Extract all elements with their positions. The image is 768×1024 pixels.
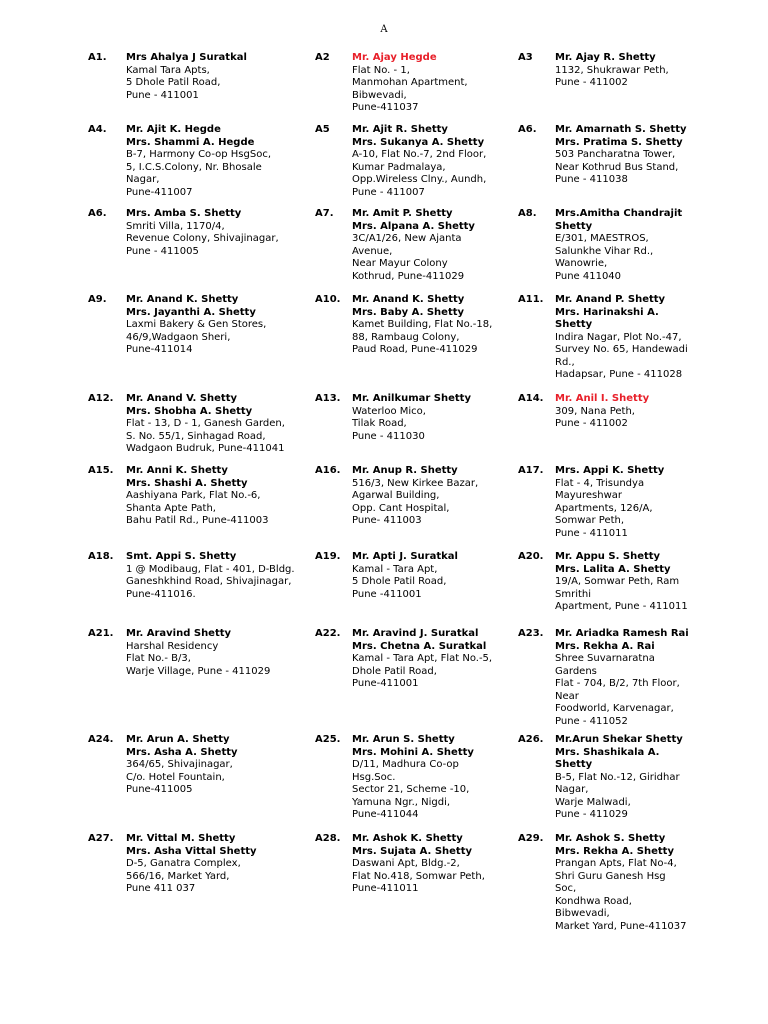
entry-name: Mrs. Rekha A. Rai	[555, 640, 655, 652]
entry-name: Mr. Ashok K. Shetty	[352, 833, 463, 844]
entry-address-line: Pune 411040	[555, 270, 622, 282]
entry-name: Mr. Ajit R. Shetty	[352, 124, 448, 135]
entry-address-line: Bahu Patil Rd., Pune-411003	[126, 515, 269, 526]
entry-body	[352, 124, 486, 199]
entry-address-line: C/o. Hotel Fountain,	[126, 771, 225, 783]
entry-address-line: S. No. 55/1, Sinhagad Road,	[126, 430, 266, 442]
entry-id: A28.	[315, 833, 341, 844]
entry-address-line: Laxmi Bakery & Gen Stores,	[126, 319, 267, 330]
entry-address-line: D/11, Madhura Co-op	[352, 759, 459, 770]
entry-address-line: Tilak Road,	[352, 418, 407, 429]
entry-body	[352, 628, 492, 691]
entry-name: Mrs. Harinakshi A.	[555, 306, 659, 318]
entry-address-line: Aashiyana Park, Flat No.-6,	[126, 490, 261, 501]
entry-address-line: Agarwal Building,	[352, 490, 440, 501]
entry-body	[126, 208, 279, 258]
entry-address-line: Pune-411005	[126, 784, 193, 795]
entry-address-line: B-7, Harmony Co-op HsgSoc,	[126, 149, 272, 160]
entry-body	[352, 393, 471, 443]
entry-address-line: Dhole Patil Road,	[352, 665, 437, 677]
entry-name: Mrs. Rekha A. Shetty	[555, 845, 674, 857]
entry-address-line: Opp. Cant Hospital,	[352, 502, 450, 514]
entry-address-line: Warje Malwadi,	[555, 796, 631, 808]
entry-address-line: 88, Rambaug Colony,	[352, 331, 460, 343]
entry-name: Mr. Ashok S. Shetty	[555, 833, 666, 844]
entry-body	[126, 551, 295, 601]
entry-id: A23.	[518, 628, 544, 639]
entry-address-line: Daswani Apt, Bldg.-2,	[352, 858, 460, 869]
address-directory	[0, 52, 768, 1012]
entry-id: A20.	[518, 551, 544, 562]
entry-body	[555, 294, 688, 382]
entry-address-line: Warje Village, Pune - 411029	[126, 665, 271, 677]
entry-name: Mrs. Chetna A. Suratkal	[352, 640, 487, 652]
entry-name: Mr. Anilkumar Shetty	[352, 393, 471, 404]
entry-address-line: Flat No.418, Somwar Peth,	[352, 870, 485, 882]
entry-address-line: Pune-411014	[126, 344, 193, 355]
entry-address-line: Near Kothrud Bus Stand,	[555, 161, 679, 173]
entry-address-line: Waterloo Mico,	[352, 405, 426, 417]
entry-id: A2	[315, 52, 330, 63]
entry-address-line: Pune - 411052	[555, 715, 628, 727]
entry-address-line: Rd.,	[555, 356, 575, 368]
entry-id: A29.	[518, 833, 544, 844]
entry-name: Mrs. Asha Vittal Shetty	[126, 845, 257, 857]
entry-address-line: Indira Nagar, Plot No.-47,	[555, 331, 682, 343]
entry-id: A24.	[88, 734, 114, 745]
entry-id: A10.	[315, 294, 341, 305]
entry-id: A26.	[518, 734, 544, 745]
entry-address-line: Shanta Apte Path,	[126, 502, 216, 514]
entry-body	[126, 393, 285, 456]
entry-address-line: Apartments, 126/A,	[555, 502, 653, 514]
entry-id: A4.	[88, 124, 107, 135]
entry-address-line: E/301, MAESTROS,	[555, 233, 649, 244]
entry-address-line: Nagar,	[555, 784, 589, 795]
entry-body	[126, 833, 257, 896]
entry-address-line: Survey No. 65, Handewadi	[555, 344, 688, 355]
entry-address-line: Pune - 411029	[555, 809, 628, 820]
entry-address-line: Pune-411001	[352, 678, 419, 689]
entry-body	[126, 294, 266, 357]
entry-name: Shetty	[555, 759, 593, 770]
entry-address-line: Pune-411016.	[126, 588, 196, 600]
entry-name: Mr. Anand K. Shetty	[352, 294, 465, 305]
entry-address-line: Flat No. - 1,	[352, 64, 410, 76]
entry-address-line: 309, Nana Peth,	[555, 405, 635, 417]
entry-name: Mrs. Shobha A. Shetty	[126, 405, 253, 417]
entry-address-line: Harshal Residency	[126, 640, 219, 652]
entry-id: A3	[518, 52, 533, 63]
entry-address-line: 46/9,Wadgaon Sheri,	[126, 331, 231, 343]
entry-address-line: Pune - 411001	[126, 89, 199, 101]
entry-id: A22.	[315, 628, 341, 639]
entry-name: Mrs. Baby A. Shetty	[352, 306, 465, 318]
entry-id: A19.	[315, 551, 341, 562]
entry-name: Mrs.Amitha Chandrajit	[555, 208, 683, 219]
entry-body	[555, 52, 669, 90]
entry-address-line: Wanowrie,	[555, 258, 608, 269]
entry-name: Mrs. Sujata A. Shetty	[352, 845, 473, 857]
entry-address-line: Pune - 411007	[352, 186, 425, 198]
entry-address-line: A-10, Flat No.-7, 2nd Floor,	[352, 149, 487, 160]
entry-address-line: Kamet Building, Flat No.-18,	[352, 319, 493, 330]
entry-name: Mr. Anni K. Shetty	[126, 465, 228, 476]
entry-address-line: Ganeshkhind Road, Shivajinagar,	[126, 576, 292, 587]
entry-address-line: Bibwevadi,	[555, 908, 610, 919]
entry-address-line: 5 Dhole Patil Road,	[126, 77, 221, 88]
entry-address-line: Flat - 704, B/2, 7th Floor,	[555, 678, 680, 689]
entry-address-line: Wadgaon Budruk, Pune-411041	[126, 443, 285, 454]
entry-body	[555, 208, 682, 283]
entry-name: Mrs. Mohini A. Shetty	[352, 746, 474, 758]
entry-address-line: 566/16, Market Yard,	[126, 870, 230, 882]
entry-address-line: Pune -411001	[352, 588, 422, 600]
entry-address-line: Near	[555, 690, 579, 702]
entry-address-line: Pune-411037	[352, 102, 419, 113]
entry-id: A21.	[88, 628, 114, 639]
entry-name: Mr.Arun Shekar Shetty	[555, 734, 683, 745]
entry-address-line: Smrithi	[555, 588, 592, 600]
entry-id: A7.	[315, 208, 334, 219]
entry-name: Mrs. Alpana A. Shetty	[352, 220, 475, 232]
entry-body	[126, 124, 271, 199]
entry-id: A16.	[315, 465, 341, 476]
entry-name: Mr. Ajit K. Hegde	[126, 124, 221, 135]
entry-address-line: Avenue,	[352, 245, 393, 257]
entry-address-line: Kamal Tara Apts,	[126, 64, 210, 76]
entry-address-line: Opp.Wireless Clny., Aundh,	[352, 174, 487, 185]
entry-address-line: Kamal - Tara Apt,	[352, 563, 438, 575]
entry-id: A12.	[88, 393, 114, 404]
entry-body	[352, 734, 474, 822]
entry-address-line: Kothrud, Pune-411029	[352, 270, 465, 282]
entry-address-line: 1 @ Modibaug, Flat - 401, D-Bldg.	[126, 563, 295, 575]
entry-address-line: Bibwevadi,	[352, 89, 407, 101]
entry-name: Mr. Ajay Hegde	[352, 52, 437, 63]
entry-address-line: Yamuna Ngr., Nigdi,	[352, 796, 451, 808]
entry-id: A14.	[518, 393, 544, 404]
entry-address-line: Kumar Padmalaya,	[352, 161, 446, 173]
entry-body	[555, 551, 688, 614]
entry-address-line: Market Yard, Pune-411037	[555, 920, 687, 932]
entry-address-line: Pune 411 037	[126, 883, 196, 894]
entry-id: A8.	[518, 208, 537, 219]
entry-body	[555, 124, 687, 187]
entry-address-line: Flat No.- B/3,	[126, 653, 191, 664]
entry-address-line: Paud Road, Pune-411029	[352, 344, 478, 355]
entry-name: Mr. Anup R. Shetty	[352, 465, 458, 476]
entry-body	[555, 628, 689, 728]
entry-name: Mr. Anand K. Shetty	[126, 294, 239, 305]
entry-address-line: Foodworld, Karvenagar,	[555, 703, 674, 714]
entry-address-line: 5, I.C.S.Colony, Nr. Bhosale	[126, 161, 262, 173]
entry-address-line: D-5, Ganatra Complex,	[126, 858, 241, 869]
entry-name: Mr. Anil I. Shetty	[555, 393, 650, 404]
entry-address-line: Hadapsar, Pune - 411028	[555, 369, 683, 380]
entry-address-line: 516/3, New Kirkee Bazar,	[352, 477, 479, 489]
entry-name: Mr. Anand P. Shetty	[555, 294, 666, 305]
entry-name: Mrs. Appi K. Shetty	[555, 465, 665, 476]
entry-address-line: Flat - 4, Trisundya	[555, 477, 645, 489]
entry-name: Shetty	[555, 319, 593, 330]
entry-body	[352, 52, 468, 115]
entry-address-line: Pune - 411002	[555, 418, 628, 429]
entry-address-line: Kondhwa Road,	[555, 895, 632, 907]
entry-address-line: Shree Suvarnaratna	[555, 653, 655, 664]
entry-address-line: Soc,	[555, 883, 577, 894]
entry-address-line: Salunkhe Vihar Rd.,	[555, 245, 654, 257]
entry-name: Mrs. Jayanthi A. Shetty	[126, 306, 256, 318]
entry-id: A11.	[518, 294, 544, 305]
entry-name: Mrs. Pratima S. Shetty	[555, 136, 683, 148]
entry-address-line: Nagar,	[126, 174, 160, 185]
entry-id: A6.	[88, 208, 107, 219]
entry-body	[555, 833, 687, 933]
entry-address-line: Flat - 13, D - 1, Ganesh Garden,	[126, 418, 285, 429]
entry-body	[352, 833, 485, 896]
entry-name: Mr. Aravind J. Suratkal	[352, 628, 479, 639]
entry-id: A13.	[315, 393, 341, 404]
entry-name: Mrs. Shammi A. Hegde	[126, 136, 255, 148]
entry-address-line: Revenue Colony, Shivajinagar,	[126, 233, 279, 244]
entry-name: Mr. Anand V. Shetty	[126, 393, 238, 404]
entry-id: A6.	[518, 124, 537, 135]
entry-body	[126, 734, 238, 797]
entry-name: Mr. Vittal M. Shetty	[126, 833, 236, 844]
entry-address-line: Somwar Peth,	[555, 515, 625, 526]
entry-address-line: Pune - 411005	[126, 245, 199, 257]
entry-name: Mrs. Lalita A. Shetty	[555, 563, 671, 575]
entry-body	[126, 465, 269, 528]
entry-id: A15.	[88, 465, 114, 476]
entry-name: Mr. Arun A. Shetty	[126, 734, 230, 745]
entry-name: Mr. Apti J. Suratkal	[352, 551, 458, 562]
entry-body	[352, 551, 458, 601]
entry-address-line: Manmohan Apartment,	[352, 77, 468, 88]
entry-name: Smt. Appi S. Shetty	[126, 551, 237, 562]
entry-address-line: Gardens	[555, 665, 597, 677]
entry-address-line: Prangan Apts, Flat No-4,	[555, 858, 677, 869]
entry-name: Mr. Appu S. Shetty	[555, 551, 661, 562]
entry-address-line: Pune - 411038	[555, 174, 628, 185]
entry-address-line: Mayureshwar	[555, 490, 623, 501]
entry-name: Mrs Ahalya J Suratkal	[126, 52, 247, 63]
page-header-letter: A	[380, 24, 388, 35]
entry-name: Mrs. Shashikala A.	[555, 746, 660, 758]
entry-body	[555, 465, 664, 540]
entry-address-line: 19/A, Somwar Peth, Ram	[555, 576, 680, 587]
entry-id: A9.	[88, 294, 107, 305]
entry-body	[352, 465, 478, 528]
entry-id: A17.	[518, 465, 544, 476]
entry-name: Mr. Amarnath S. Shetty	[555, 124, 687, 135]
entry-address-line: 3C/A1/26, New Ajanta	[352, 233, 462, 244]
entry-body	[352, 294, 492, 357]
entry-address-line: Smriti Villa, 1170/4,	[126, 220, 225, 232]
entry-body	[126, 628, 270, 678]
entry-address-line: Pune - 411002	[555, 77, 628, 88]
entry-name: Mrs. Asha A. Shetty	[126, 746, 238, 758]
entry-body	[352, 208, 475, 283]
entry-id: A18.	[88, 551, 114, 562]
entry-name: Mrs. Amba S. Shetty	[126, 208, 242, 219]
entry-address-line: 5 Dhole Patil Road,	[352, 576, 447, 587]
entry-address-line: Pune-411011	[352, 883, 419, 894]
entry-name: Mr. Amit P. Shetty	[352, 208, 453, 219]
entry-body	[555, 734, 683, 822]
entry-id: A5	[315, 124, 330, 135]
entry-id: A1.	[88, 52, 107, 63]
entry-address-line: Pune-411044	[352, 809, 419, 820]
entry-body	[126, 52, 247, 102]
entry-name: Mr. Ajay R. Shetty	[555, 52, 656, 63]
entry-name: Mrs. Shashi A. Shetty	[126, 477, 248, 489]
entry-address-line: Apartment, Pune - 411011	[555, 601, 688, 612]
entry-name: Shetty	[555, 220, 593, 232]
entry-name: Mr. Ariadka Ramesh Rai	[555, 628, 689, 639]
entry-name: Mr. Aravind Shetty	[126, 628, 232, 639]
entry-address-line: Pune - 411030	[352, 430, 425, 442]
entry-address-line: Kamal - Tara Apt, Flat No.-5,	[352, 653, 493, 664]
entry-body	[555, 393, 649, 431]
entry-id: A25.	[315, 734, 341, 745]
entry-address-line: 503 Pancharatna Tower,	[555, 149, 676, 160]
entry-name: Mr. Arun S. Shetty	[352, 734, 455, 745]
entry-address-line: Pune- 411003	[352, 515, 422, 526]
entry-address-line: Pune - 411011	[555, 527, 628, 539]
entry-id: A27.	[88, 833, 114, 844]
entry-address-line: Pune-411007	[126, 186, 193, 198]
entry-address-line: B-5, Flat No.-12, Giridhar	[555, 771, 680, 783]
entry-address-line: Shri Guru Ganesh Hsg	[555, 870, 666, 882]
entry-address-line: 364/65, Shivajinagar,	[126, 759, 233, 770]
entry-address-line: Near Mayur Colony	[352, 258, 448, 269]
entry-address-line: Sector 21, Scheme -10,	[352, 784, 470, 795]
entry-name: Mrs. Sukanya A. Shetty	[352, 136, 485, 148]
entry-address-line: 1132, Shukrawar Peth,	[555, 64, 669, 76]
entry-address-line: Hsg.Soc.	[352, 771, 396, 783]
